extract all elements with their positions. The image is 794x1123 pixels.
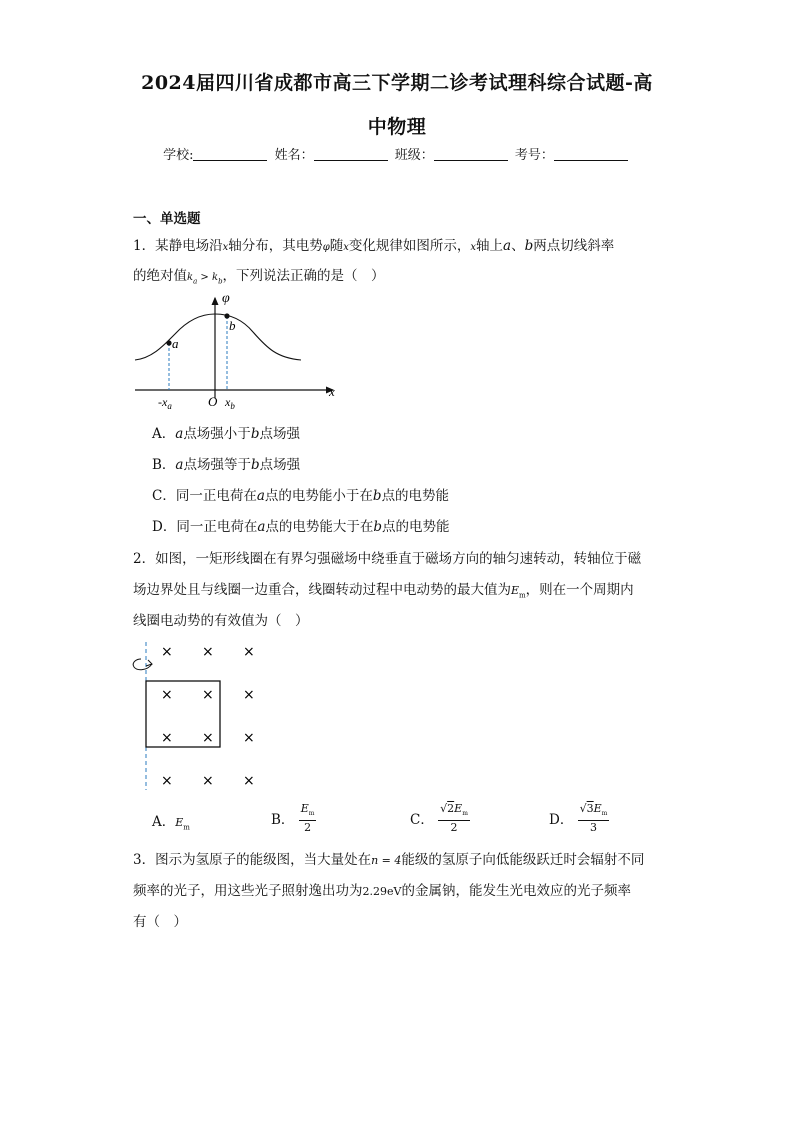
q1-option-b[interactable] [152,453,300,473]
q3-line3: 有（ ） [133,914,187,930]
var-a: a [503,238,512,254]
option-label: D． [549,812,574,829]
option-label: B． [271,812,295,829]
svg-text:×: × [243,773,255,789]
label-origin: O [208,394,218,409]
gt-sign: > [197,272,212,283]
q2-text: ，则在一个周期内 [525,582,634,598]
option-text: 同一正电荷在 [176,519,258,535]
var-k: k [212,272,219,283]
sqrt-icon: √ [579,802,587,815]
option-text: 点场强 [259,426,300,442]
label-phi: φ [222,291,230,306]
q1-text: 两点切线斜率 [533,238,615,254]
var-a: a [175,426,184,442]
magnetic-field-figure [125,638,275,798]
option-label: A． [152,426,176,442]
option-text: 点场强小于 [183,426,251,442]
option-label: C． [152,488,176,504]
var-e: E [175,816,184,829]
field-crosses [161,644,255,789]
svg-text:×: × [161,644,173,660]
q1-text: 的绝对值 [133,268,187,284]
q3-text: 的金属钠，能发生光电效应的光子频率 [401,883,631,899]
point-a [166,340,171,345]
q3-line2 [133,879,631,899]
q2-choice-a[interactable] [152,810,190,832]
q3-text: 能级的氢原子向低能级跃迁时会辐射不同 [401,852,645,868]
doc-title-line1: 2024届四川省成都市高三下学期二诊考试理科综合试题-高 [141,72,653,94]
number-blank[interactable] [554,146,628,161]
q2-choice-d[interactable] [549,802,609,834]
sqrt-icon: √ [440,802,448,815]
var-sub-m: m [183,823,190,832]
q1-text: 轴上 [476,238,504,254]
svg-text:×: × [161,773,173,789]
var-x: x [222,242,229,253]
var-b: b [524,238,534,254]
var-sub-m: m [519,591,526,600]
svg-text:×: × [243,644,255,660]
label-a: a [172,336,179,351]
work-function-value: 2.29eV [362,885,402,898]
option-text: 点的电势能小于在 [264,488,373,504]
label-b: b [229,318,236,333]
q3-text: 频率的光子，用这些光子照射逸出功为 [133,883,363,899]
q2-line2 [133,578,634,600]
option-text: 点的电势能 [381,488,450,504]
var-e: E [593,802,602,815]
denominator: 2 [450,821,458,835]
option-label: A． [152,814,176,830]
var-e: E [454,802,463,815]
option-text: 点场强等于 [183,457,251,473]
school-label: 学校: [163,148,194,163]
var-b: b [250,457,260,473]
q1-option-a[interactable] [152,422,300,442]
q3-text: 3．图示为氢原子的能级图，当大量处在 [133,852,372,868]
q1-option-d[interactable] [152,515,450,535]
potential-curve [135,314,301,360]
label-xb: $x_b$ [225,395,235,411]
q3-line1 [133,848,644,868]
q1-line1 [133,234,614,254]
fraction [299,802,317,834]
q2-text: 场边界处且与线圈一边重合，线圈转动过程中电动势的最大值为 [133,582,511,598]
q1-line2 [133,264,385,286]
var-k: k [187,272,194,283]
var-x: x [343,242,349,253]
label-x: x [329,384,335,399]
var-sub-m: m [462,810,468,818]
var-b: b [373,519,383,535]
var-sub-a: a [193,277,198,286]
var-n: n = 4 [371,854,402,867]
denominator: 3 [590,821,597,835]
q2-choice-c[interactable] [410,802,470,834]
var-b: b [250,426,260,442]
svg-text:×: × [202,687,214,703]
q2-choice-b[interactable] [271,802,316,834]
var-b: b [372,488,382,504]
fraction [578,802,610,834]
number-label: 考号： [514,148,554,163]
var-phi: φ [322,242,330,253]
radicand: 3 [586,802,594,815]
q2-line3: 线圈电动势的有效值为（ ） [133,613,309,629]
svg-text:×: × [161,730,173,746]
svg-text:×: × [202,644,214,660]
q1-option-c[interactable] [152,484,449,504]
svg-text:×: × [243,687,255,703]
svg-text:×: × [161,687,173,703]
q1-text: 随 [329,238,344,254]
option-text: 点场强 [259,457,301,473]
svg-text:×: × [202,773,214,789]
var-a: a [257,519,266,535]
var-x: x [470,242,477,253]
potential-graph [125,288,350,413]
var-sub-b: b [218,277,223,286]
label-neg-xa: $-x_a$ [158,395,172,411]
q1-text: ，下列说法正确的是（ ） [222,268,385,284]
svg-text:×: × [202,730,214,746]
option-label: C． [410,812,434,829]
var-a: a [175,457,184,473]
option-text: 点的电势能大于在 [265,519,374,535]
radicand: 2 [447,802,455,815]
var-e: E [300,802,309,815]
fraction [438,802,470,834]
q1-text: 、 [511,238,525,254]
name-blank[interactable] [314,146,388,161]
svg-text:×: × [243,730,255,746]
school-blank[interactable] [193,146,267,161]
student-info [0,144,794,163]
q2-line1: 2．如图，一矩形线圈在有界匀强磁场中绕垂直于磁场方向的轴匀速转动，转轴位于磁 [133,551,642,567]
option-label: D． [152,519,177,535]
class-blank[interactable] [434,146,508,161]
q1-text: 轴分布，其电势 [228,238,323,254]
var-sub-m: m [601,810,608,818]
doc-title-line2: 中物理 [367,116,427,138]
name-label: 姓名： [274,148,314,163]
denominator: 2 [304,821,312,835]
option-label: B． [152,457,176,473]
option-text: 点的电势能 [382,519,450,535]
option-text: 同一正电荷在 [175,488,257,504]
section-heading: 一、单选题 [133,211,201,227]
var-a: a [256,488,265,504]
var-e: E [511,584,520,597]
class-label: 班级： [394,148,434,163]
var-sub-m: m [308,810,315,818]
q1-text: 1．某静电场沿 [133,238,223,254]
q1-text: 变化规律如图所示， [348,238,471,254]
